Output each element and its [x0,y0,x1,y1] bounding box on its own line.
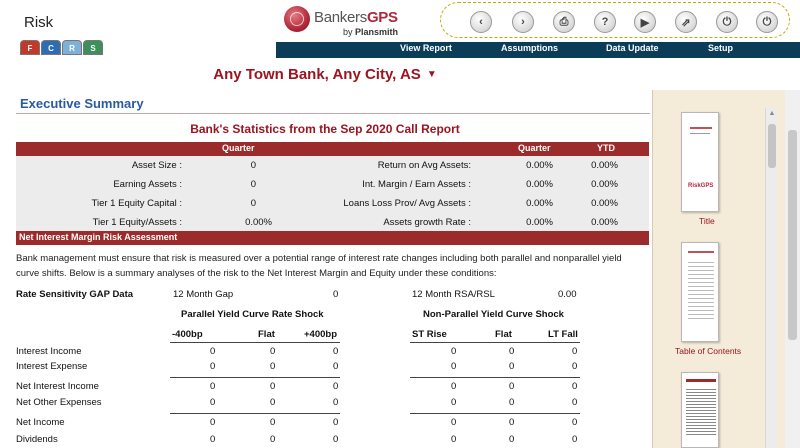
section-title: Executive Summary [20,96,144,111]
thumb-brand-text: RiskGPS [688,183,714,189]
module-title: Risk [24,14,54,31]
cell: 0 [451,397,457,408]
cell: 0 [210,417,216,428]
table-row [0,381,650,395]
col-divider [170,342,340,343]
description-text: Bank management must ensure that risk is measured over a potential range of interest rate changes including both parallel and nonparallel yield curve shifts. Below is a summary analyses of the risk to the Net Interest Margin and Equity under these conditions: [16,253,622,279]
stat-label: Return on Avg Assets: [377,160,471,171]
cell: 0 [451,346,457,357]
cell: 0 [210,381,216,392]
cell: 0 [509,397,515,408]
table-row [0,361,650,375]
cell: 0 [333,346,339,357]
stats-header-bar [16,142,649,156]
stats-grid [16,156,649,232]
sidebar-scrollbar[interactable] [765,108,777,448]
back-icon[interactable]: ‹ [470,11,492,33]
stat-value: 0.00% [591,198,618,209]
scrollbar-thumb[interactable] [768,124,776,168]
chevron-down-icon[interactable]: ▼ [426,69,437,80]
col-head-plus400: +400bp [304,329,338,340]
stat-value: 0.00% [591,179,618,190]
col-head-flat-np: Flat [495,329,512,340]
bank-selector[interactable] [0,66,650,86]
rsa-value: 0.00 [558,289,577,300]
thumbnail-label-toc[interactable]: Table of Contents [675,346,742,356]
cell: 0 [270,361,276,372]
stat-value: 0 [250,179,256,190]
cell: 0 [270,381,276,392]
stat-value: 0 [250,198,256,209]
cell: 0 [210,397,216,408]
cell: 0 [210,361,216,372]
stat-label: Assets growth Rate : [383,217,471,228]
cell: 0 [451,417,457,428]
globe-logo-icon [284,6,310,32]
forward-icon[interactable]: › [512,11,534,33]
stats-header-quarter-right: Quarter [518,143,551,153]
module-tab-s[interactable]: S [83,40,103,55]
top-nav-bar [276,42,800,58]
window-scrollbar[interactable] [785,90,800,448]
stat-label: Tier 1 Equity/Assets : [92,217,182,228]
table-row [0,397,650,411]
thumbnail-title-page[interactable] [681,112,719,212]
col-head-flat: Flat [258,329,275,340]
gap-section-label: Rate Sensitivity GAP Data [16,289,134,300]
stat-label: Asset Size : [131,160,182,171]
report-view [0,90,650,448]
print-icon[interactable]: ⎙ [553,11,575,33]
cell: 0 [333,381,339,392]
stats-header-ytd: YTD [597,143,615,153]
cell: 0 [333,434,339,445]
nav-data-update[interactable]: Data Update [606,43,659,53]
stat-value: 0.00% [526,160,553,171]
stat-value: 0.00% [526,198,553,209]
parallel-shock-title: Parallel Yield Curve Rate Shock [181,309,324,320]
export-icon[interactable]: ⇗ [675,11,697,33]
cell: 0 [451,361,457,372]
table-row [0,417,650,431]
stat-label: Earning Assets : [113,179,182,190]
section-divider [16,113,650,114]
table-row [0,346,650,360]
thumbnail-sidebar [652,90,800,448]
col-head-lt-fall: LT Fall [548,329,578,340]
row-label: Net Interest Income [16,381,99,392]
col-divider [410,342,580,343]
gap-row [16,289,636,303]
nonparallel-shock-title: Non-Parallel Yield Curve Shock [423,309,564,320]
module-tab-r[interactable]: R [62,40,82,55]
subtotal-rule [170,377,340,378]
module-tabs [20,40,104,55]
cell: 0 [572,381,578,392]
col-head-st-rise: ST Rise [412,329,447,340]
stat-value: 0.00% [245,217,272,228]
stat-label: Tier 1 Equity Capital : [91,198,182,209]
product-logo: BankersGPS [314,9,398,26]
thumbnail-label-title[interactable]: Title [699,216,715,226]
cell: 0 [210,434,216,445]
cell: 0 [270,346,276,357]
cell: 0 [333,397,339,408]
stat-value: 0.00% [591,160,618,171]
stats-title: Bank's Statistics from the Sep 2020 Call Report [190,122,460,136]
cell: 0 [210,346,216,357]
cell: 0 [509,417,515,428]
cell: 0 [572,346,578,357]
nav-setup[interactable]: Setup [708,43,734,53]
stats-row [16,175,649,194]
row-label: Net Other Expenses [16,397,102,408]
scroll-up-icon[interactable]: ▲ [768,110,776,117]
cell: 0 [509,346,515,357]
video-icon[interactable]: ▶ [634,11,656,33]
thumbnail-toc-page[interactable] [681,242,719,342]
row-label: Interest Income [16,346,82,357]
cell: 0 [451,381,457,392]
stat-value: 0.00% [526,217,553,228]
stats-row [16,156,649,175]
help-icon[interactable]: ? [594,11,616,33]
cell: 0 [572,361,578,372]
gap-label: 12 Month Gap [173,289,234,300]
table-row [0,434,650,448]
subtotal-rule [410,377,580,378]
col-head-minus400: -400bp [172,329,203,340]
product-logo-sub: by Plansmith [343,27,399,37]
nim-header-bar [16,231,649,245]
row-label: Net Income [16,417,65,428]
stat-value: 0.00% [526,179,553,190]
window-scrollbar-thumb[interactable] [788,130,797,340]
cell: 0 [509,381,515,392]
nav-view-report[interactable]: View Report [400,43,452,53]
cell: 0 [572,417,578,428]
stat-label: Loans Loss Prov/ Avg Assets : [343,198,471,209]
stats-row [16,213,649,232]
row-label: Interest Expense [16,361,88,372]
logout-icon[interactable]: ⏻ [756,11,778,33]
stat-value: 0.00% [591,217,618,228]
cell: 0 [572,434,578,445]
row-label: Dividends [16,434,58,445]
stats-row [16,194,649,213]
nav-assumptions[interactable]: Assumptions [501,43,559,53]
cell: 0 [509,361,515,372]
cell: 0 [333,417,339,428]
cell: 0 [572,397,578,408]
stat-value: 0 [250,160,256,171]
subtotal-rule [170,413,340,414]
stat-label: Int. Margin / Earn Assets : [362,179,471,190]
bank-name[interactable]: Any Town Bank, Any City, AS [213,66,421,83]
module-tab-f[interactable]: F [20,40,40,55]
cell: 0 [270,397,276,408]
cell: 0 [270,434,276,445]
module-tab-c[interactable]: C [41,40,61,55]
gap-value: 0 [333,289,339,300]
cell: 0 [451,434,457,445]
thumbnail-page-3[interactable] [681,372,719,448]
cell: 0 [333,361,339,372]
rsa-label: 12 Month RSA/RSL [412,289,495,300]
cell: 0 [509,434,515,445]
stats-header-quarter-left: Quarter [222,143,255,153]
exit-icon[interactable]: ⏻ [716,11,738,33]
nim-title: Net Interest Margin Risk Assessment [19,232,178,242]
subtotal-rule [410,413,580,414]
cell: 0 [270,417,276,428]
